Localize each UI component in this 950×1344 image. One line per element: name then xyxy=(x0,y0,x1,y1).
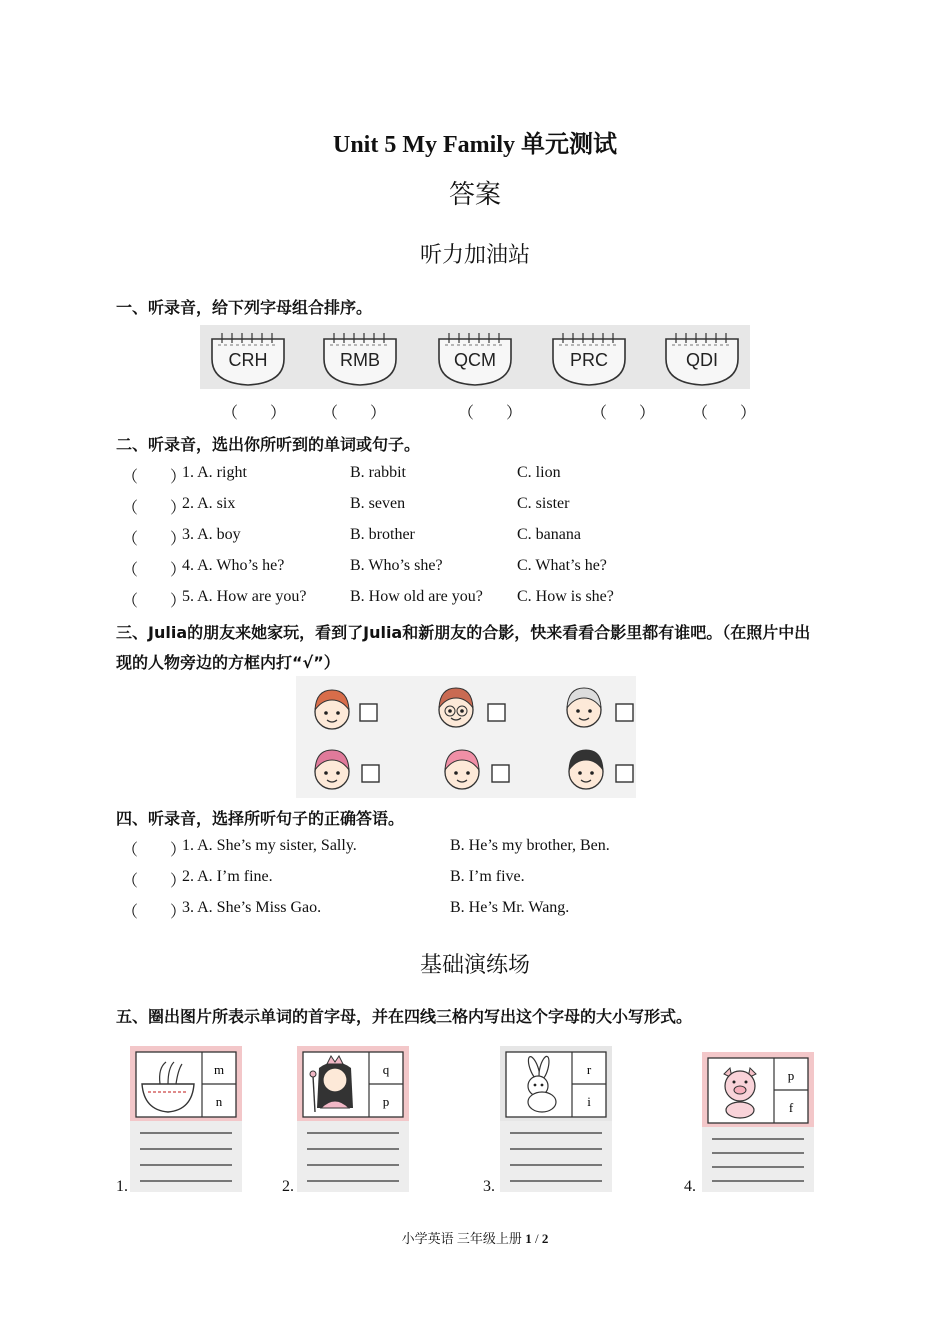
q5-card-1-letter-top[interactable]: m xyxy=(213,1062,225,1077)
q2-paren-4[interactable]: （ ） xyxy=(122,562,187,579)
q5-card-4-letter-bottom[interactable]: f xyxy=(788,1100,794,1115)
q3-checkbox-5[interactable] xyxy=(492,765,509,782)
q1-answer-blank-2[interactable]: （ ） xyxy=(322,405,387,422)
q5-card-1-letter-bottom[interactable]: n xyxy=(215,1094,223,1109)
q2-option-c-5: C. How is she? xyxy=(517,588,614,605)
q5-card-1-number: 1. xyxy=(116,1178,128,1195)
q2-option-b-1: B. rabbit xyxy=(350,464,406,481)
footer-separator: / xyxy=(534,1231,539,1246)
q1-heading: 一、听录音，给下列字母组合排序。 xyxy=(116,298,373,317)
q3-image xyxy=(296,676,636,798)
q4-option-b-1: B. He’s my brother, Ben. xyxy=(450,837,610,854)
q1-answer-blank-5[interactable]: （ ） xyxy=(692,405,757,422)
face-grandpa-icon xyxy=(439,688,473,727)
q4-option-a-2: 2. A. I’m fine. xyxy=(182,868,273,885)
q5-card-3-letter-top[interactable]: r xyxy=(586,1062,592,1077)
q2-paren-3[interactable]: （ ） xyxy=(122,531,187,548)
q5-card-4-letter-top[interactable]: p xyxy=(787,1068,795,1083)
q2-option-b-5: B. How old are you? xyxy=(350,588,483,605)
q5-card-1 xyxy=(130,1046,242,1192)
q3-checkbox-6[interactable] xyxy=(616,765,633,782)
bag-tag-3 xyxy=(439,333,511,385)
bag-tag-2 xyxy=(324,333,396,385)
tag-label-1: CRH xyxy=(228,350,268,370)
q1-answer-blank-1[interactable]: （ ） xyxy=(222,405,287,422)
face-grandma-icon xyxy=(567,688,601,727)
footer-total-pages: 2 xyxy=(541,1231,549,1246)
q4-paren-1[interactable]: （ ） xyxy=(122,842,187,859)
q2-option-a-4: 4. A. Who’s he? xyxy=(182,557,285,574)
q5-heading: 五、圈出图片所表示单词的首字母，并在四线三格内写出这个字母的大小写形式。 xyxy=(116,1007,693,1026)
q5-card-3 xyxy=(500,1046,612,1192)
page-title: Unit 5 My Family 单元测试 xyxy=(333,132,617,158)
q3-heading-line1: 三、Julia的朋友来她家玩，看到了Julia和新朋友的合影，快来看看合影里都有谁吧。（在照片中出 xyxy=(116,623,811,642)
q4-paren-2[interactable]: （ ） xyxy=(122,873,187,890)
q2-option-c-4: C. What’s he? xyxy=(517,557,607,574)
q3-checkbox-3[interactable] xyxy=(616,704,633,721)
face-girl-bob-icon xyxy=(569,750,603,789)
q2-paren-5[interactable]: （ ） xyxy=(122,593,187,610)
q2-option-b-3: B. brother xyxy=(350,526,415,543)
q4-paren-3[interactable]: （ ） xyxy=(122,904,187,921)
q2-paren-1[interactable]: （ ） xyxy=(122,469,187,486)
q5-card-3-letter-bottom[interactable]: i xyxy=(587,1094,591,1109)
section-basics-title: 基础演练场 xyxy=(419,953,530,978)
q2-option-a-3: 3. A. boy xyxy=(182,526,241,543)
q4-option-a-3: 3. A. She’s Miss Gao. xyxy=(182,899,322,916)
footer-subject: 小学英语 三年级上册 xyxy=(401,1231,522,1246)
q5-card-2-number: 2. xyxy=(282,1178,294,1195)
q2-option-b-4: B. Who’s she? xyxy=(350,557,443,574)
q5-card-2 xyxy=(297,1046,409,1192)
page-footer xyxy=(0,1228,950,1247)
face-boy-icon xyxy=(315,690,349,729)
tag-label-4: PRC xyxy=(569,350,609,370)
face-girl-bow-icon xyxy=(445,750,479,789)
q3-checkbox-1[interactable] xyxy=(360,704,377,721)
q2-paren-2[interactable]: （ ） xyxy=(122,500,187,517)
tag-label-5: QDI xyxy=(685,350,719,370)
q2-option-c-2: C. sister xyxy=(517,495,570,512)
q4-option-a-1: 1. A. She’s my sister, Sally. xyxy=(182,837,357,854)
q5-card-2-letter-top[interactable]: q xyxy=(382,1062,390,1077)
q2-option-a-1: 1. A. right xyxy=(182,464,247,481)
q2-option-b-2: B. seven xyxy=(350,495,406,512)
q3-checkbox-2[interactable] xyxy=(488,704,505,721)
q2-option-c-3: C. banana xyxy=(517,526,581,543)
q2-option-a-2: 2. A. six xyxy=(182,495,236,512)
q5-card-3-number: 3. xyxy=(483,1178,495,1195)
tag-label-2: RMB xyxy=(340,350,380,370)
q1-image xyxy=(200,325,750,389)
answer-title: 答案 xyxy=(448,180,501,210)
face-girl-braids-icon xyxy=(315,750,349,789)
q4-option-b-2: B. I’m five. xyxy=(450,868,525,885)
bag-tag-1 xyxy=(212,333,284,385)
section-listening-title: 听力加油站 xyxy=(419,243,530,268)
q2-option-c-1: C. lion xyxy=(517,464,561,481)
q2-heading: 二、听录音，选出你所听到的单词或句子。 xyxy=(116,435,421,454)
q1-answer-blank-4[interactable]: （ ） xyxy=(591,405,656,422)
q5-card-2-letter-bottom[interactable]: p xyxy=(382,1094,390,1109)
tag-label-3: QCM xyxy=(454,350,496,370)
pig-icon xyxy=(724,1068,756,1118)
q4-heading: 四、听录音，选择所听句子的正确答语。 xyxy=(116,809,405,828)
bag-tag-5 xyxy=(666,333,738,385)
q2-option-a-5: 5. A. How are you? xyxy=(182,588,307,605)
q5-card-4 xyxy=(702,1052,814,1192)
q3-checkbox-4[interactable] xyxy=(362,765,379,782)
footer-page-number: 1 xyxy=(525,1231,532,1246)
bag-tag-4 xyxy=(553,333,625,385)
q3-heading-line2: 现的人物旁边的方框内打“√”） xyxy=(116,653,340,672)
q5-card-4-number: 4. xyxy=(684,1178,696,1195)
q4-option-b-3: B. He’s Mr. Wang. xyxy=(450,899,570,916)
q1-answer-blank-3[interactable]: （ ） xyxy=(458,405,523,422)
